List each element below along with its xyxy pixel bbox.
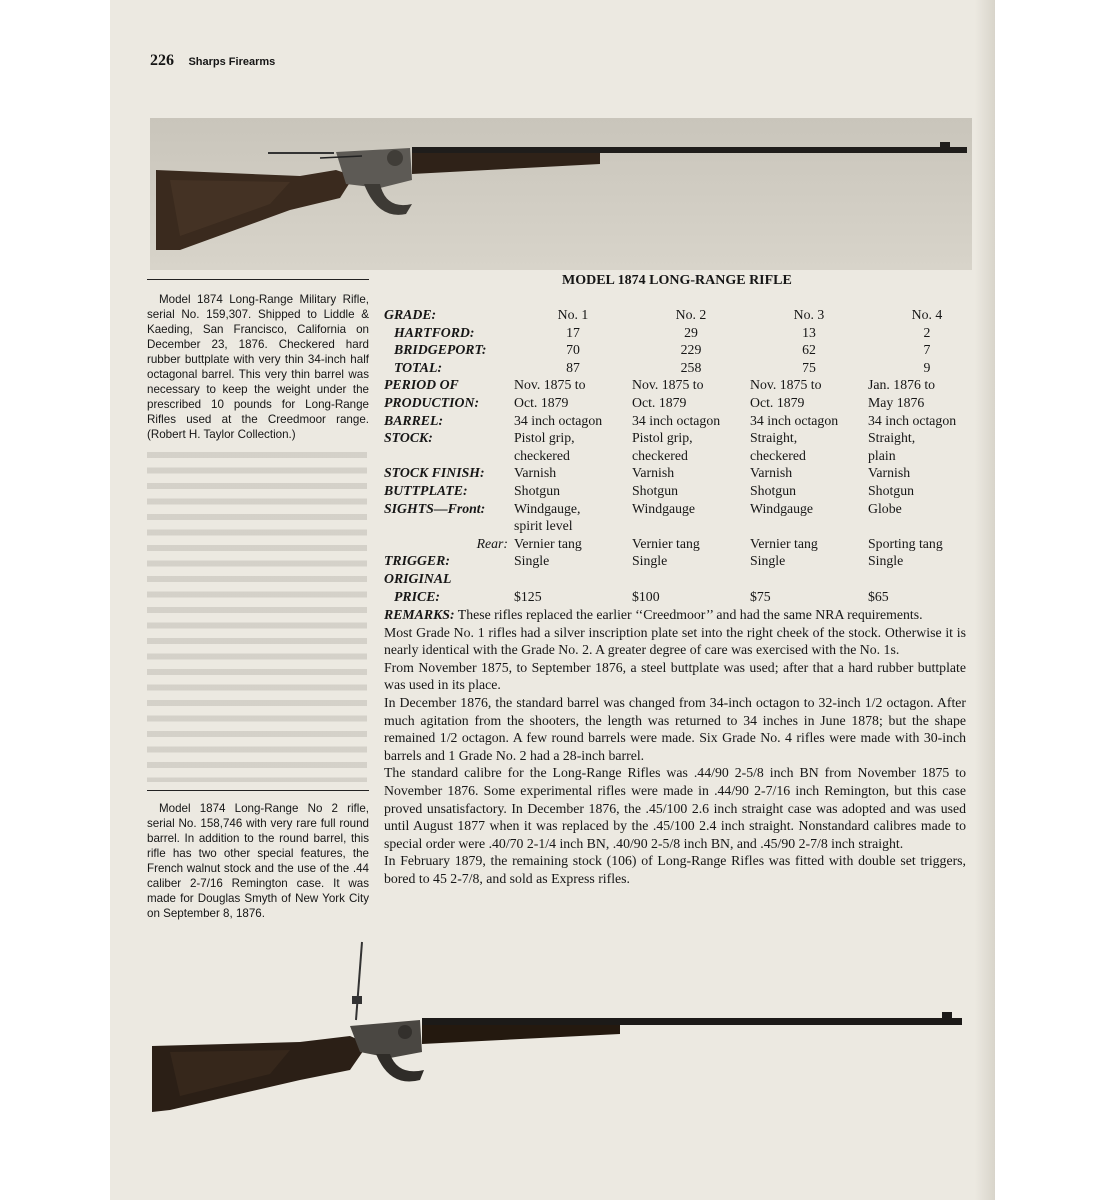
table-row <box>384 588 986 606</box>
grade-col-2: No. 2 <box>675 307 707 322</box>
table-cell <box>750 517 868 535</box>
remarks-paragraph: In December 1876, the standard barrel was changed from 34-inch octagon to 32-inch 1/2 octagon. After much agitation from the shooters, the length was returned to 34 inches in June 1878; but the shape remained 1/2 octagon. A few round barrels were made. Six Grade No. 4 rifles were made with 30-inch barrels and 1 Grade No. 2 had a 28-inch barrel. <box>384 694 966 763</box>
caption-rule-2 <box>147 790 369 791</box>
table-cell: 17 <box>566 324 580 340</box>
row-label: HARTFORD: <box>394 324 475 340</box>
table-cell: Nov. 1875 to <box>632 377 704 393</box>
grade-row <box>384 306 986 324</box>
remarks-section <box>384 606 966 888</box>
table-row <box>384 394 986 412</box>
table-cell: Varnish <box>750 465 793 481</box>
row-label: TRIGGER: <box>384 553 450 569</box>
grade-col-3: No. 3 <box>793 307 825 322</box>
table-cell: May 1876 <box>868 394 925 410</box>
table-cell: 34 inch octagon <box>514 412 603 428</box>
running-header <box>150 52 275 70</box>
table-cell: checkered <box>632 447 688 463</box>
row-label: PRICE: <box>394 588 440 604</box>
rifle-photo-top <box>150 118 972 270</box>
table-row <box>384 482 986 500</box>
table-row <box>384 324 986 342</box>
table-cell: Oct. 1879 <box>632 394 687 410</box>
table-cell: Varnish <box>632 465 675 481</box>
rifle-illustration-bottom <box>150 940 972 1125</box>
table-cell: plain <box>868 447 896 463</box>
table-cell <box>632 570 750 588</box>
table-cell: Shotgun <box>514 482 560 498</box>
table-cell: 229 <box>680 342 702 358</box>
row-label: TOTAL: <box>394 359 443 375</box>
table-cell: 70 <box>566 342 580 358</box>
remarks-paragraph: In February 1879, the remaining stock (106) of Long-Range Rifles was fitted with double set triggers, bored to 45 2-7/8, and sold as Express rifles. <box>384 853 966 886</box>
table-cell: Pistol grip, <box>514 430 575 446</box>
table-cell: Vernier tang <box>750 535 818 551</box>
table-row <box>384 412 986 430</box>
table-cell: Pistol grip, <box>632 430 693 446</box>
table-cell: Jan. 1876 to <box>868 377 936 393</box>
row-label: BRIDGEPORT: <box>394 342 487 358</box>
remarks-paragraph: REMARKS: These rifles replaced the earlier ‘‘Creedmoor’’ and had the same NRA requirements. <box>384 607 923 622</box>
row-label: Rear: <box>476 535 508 551</box>
table-title: MODEL 1874 LONG-RANGE RIFLE <box>562 273 792 288</box>
table-cell: Single <box>750 553 786 569</box>
table-cell: Windgauge <box>750 500 814 516</box>
running-title: Sharps Firearms <box>188 56 276 68</box>
table-cell <box>632 517 750 535</box>
table-cell: Windgauge, <box>514 500 581 516</box>
remarks-paragraph: The standard calibre for the Long-Range Rifles was .44/90 2-5/8 inch BN from November 1875 to November 1876. Some experimental rifles were made in .44/90 2-7/16 inch Remington, but this case proved unsatisfactory. In December 1876, the .45/100 2.6 inch straight case was adopted and was used until August 1877 when it was replaced by the .45/100 2.4 inch straight. Nonstandard calibres made to special order were .40/70 2-1/4 inch BN, .40/90 2-5/8 inch BN, and .45/90 2-7/8 inch straight. <box>384 765 966 851</box>
table-row <box>384 447 986 465</box>
table-row <box>384 552 986 570</box>
remarks-label: REMARKS: <box>384 607 455 622</box>
table-cell: Varnish <box>868 465 911 481</box>
table-cell: $65 <box>868 588 889 604</box>
rifle-photo-bottom <box>150 940 972 1125</box>
table-cell: 9 <box>923 359 931 375</box>
table-cell: 34 inch octagon <box>750 412 839 428</box>
table-cell: Shotgun <box>750 482 796 498</box>
table-cell: Shotgun <box>632 482 678 498</box>
table-cell <box>514 570 632 588</box>
table-cell: Sporting tang <box>868 535 943 551</box>
table-row <box>384 429 986 447</box>
remarks-paragraph: Most Grade No. 1 rifles had a silver inscription plate set into the right cheek of the stock. Otherwise it is nearly identical with the Grade No. 2. A greater degree of care was exercised with the No. 1s. <box>384 624 966 658</box>
table-row <box>384 500 986 518</box>
row-label: STOCK FINISH: <box>384 465 485 481</box>
table-cell: Vernier tang <box>632 535 700 551</box>
row-label <box>384 517 514 535</box>
grade-label: GRADE: <box>384 307 437 322</box>
table-row <box>384 376 986 394</box>
table-cell: Nov. 1875 to <box>514 377 586 393</box>
table-cell: 34 inch octagon <box>632 412 721 428</box>
row-label <box>384 447 514 465</box>
caption-long-range-military-rifle: Model 1874 Long-Range Military Rifle, serial No. 159,307. Shipped to Liddle & Kaeding, San Francisco, California on December 23, 1876. Checkered hard rubber buttplate with very thin 34-inch half octagonal barrel. This very thin barrel was necessary to keep the weight under the prescribed 10 pounds for Long-Range Rifles used at the Creedmoor range. (Robert H. Taylor Collection.) <box>147 293 369 441</box>
bleed-through-text <box>147 452 367 782</box>
table-cell: Single <box>514 553 550 569</box>
table-cell: Single <box>632 553 668 569</box>
caption-rule-1 <box>147 279 369 280</box>
page-number: 226 <box>150 52 174 69</box>
table-cell: Single <box>868 553 904 569</box>
table-cell: checkered <box>514 447 570 463</box>
table-cell <box>868 570 986 588</box>
table-cell: 7 <box>923 342 931 358</box>
grade-col-1: No. 1 <box>557 307 589 322</box>
table-cell: 258 <box>680 359 702 375</box>
table-cell: $100 <box>632 588 660 604</box>
table-cell: checkered <box>750 447 806 463</box>
table-cell: 87 <box>566 359 580 375</box>
table-row <box>384 464 986 482</box>
table-cell: Straight, <box>868 430 916 446</box>
table-cell: 62 <box>802 342 816 358</box>
table-cell: 2 <box>923 324 931 340</box>
table-cell: Shotgun <box>868 482 914 498</box>
table-cell: Oct. 1879 <box>514 394 569 410</box>
grade-col-4: No. 4 <box>911 307 943 322</box>
table-cell: Globe <box>868 500 902 516</box>
table-row <box>384 570 986 588</box>
table-cell: 29 <box>684 324 698 340</box>
row-label: ORIGINAL <box>384 570 452 586</box>
table-row <box>384 535 986 553</box>
rifle-illustration-top <box>150 118 972 270</box>
caption-long-range-no2-rifle: Model 1874 Long-Range No 2 rifle, serial No. 158,746 with very rare full round barrel. In addition to the round barrel, this rifle has two other special features, the French walnut stock and the use of the .44 caliber 2-7/16 Remington case. It was made for Douglas Smyth of New York City on September 8, 1876. <box>147 802 369 920</box>
spec-table <box>384 306 986 605</box>
table-cell: Windgauge <box>632 500 696 516</box>
remarks-paragraph: From November 1875, to September 1876, a steel buttplate was used; after that a hard rubber buttplate was used in its place. <box>384 659 966 693</box>
table-cell: 13 <box>802 324 816 340</box>
table-cell: Varnish <box>514 465 557 481</box>
row-label: BUTTPLATE: <box>384 482 468 498</box>
row-label: STOCK: <box>384 430 433 446</box>
table-cell: spirit level <box>514 518 573 534</box>
table-cell <box>868 517 986 535</box>
row-label: PRODUCTION: <box>384 394 480 410</box>
row-label: SIGHTS—Front: <box>384 500 486 516</box>
table-cell: Nov. 1875 to <box>750 377 822 393</box>
table-cell: Vernier tang <box>514 535 582 551</box>
table-cell: Oct. 1879 <box>750 394 805 410</box>
table-cell: 34 inch octagon <box>868 412 957 428</box>
table-row <box>384 359 986 377</box>
row-label: PERIOD OF <box>384 377 459 393</box>
table-cell: 75 <box>802 359 816 375</box>
table-cell <box>750 570 868 588</box>
table-row <box>384 341 986 359</box>
table-row <box>384 517 986 535</box>
table-cell: Straight, <box>750 430 798 446</box>
table-cell: $125 <box>514 588 542 604</box>
row-label: BARREL: <box>384 412 444 428</box>
table-cell: $75 <box>750 588 771 604</box>
